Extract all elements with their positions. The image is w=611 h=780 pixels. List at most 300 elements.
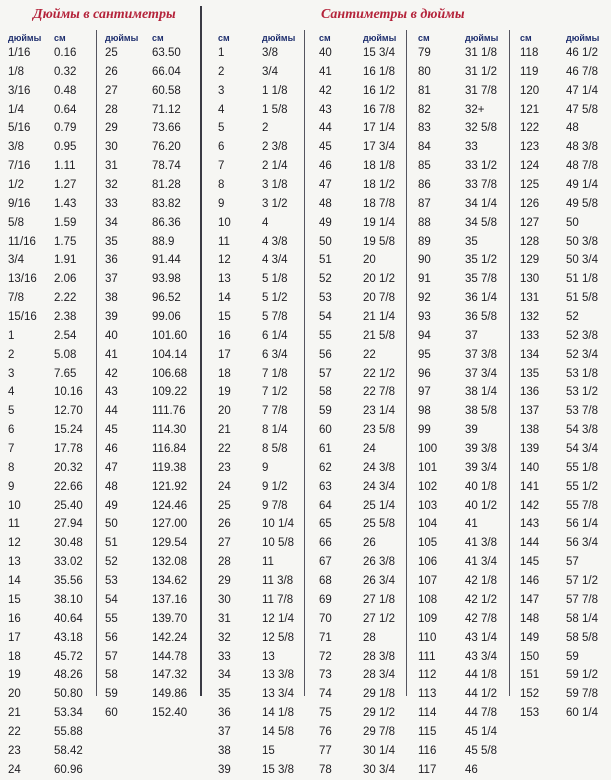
inch-value: 26 [363, 537, 376, 550]
cm-value: 20.32 [54, 461, 83, 474]
cm-value: 11 [218, 235, 230, 248]
inch-value: 2 [8, 348, 15, 361]
cm-value: 93.98 [152, 273, 181, 286]
cm-value: 134.62 [152, 575, 188, 588]
inch-value: 2 1/4 [262, 160, 288, 173]
cm-value: 0.48 [54, 84, 77, 97]
cm-value: 27.94 [54, 518, 83, 531]
cm-value: 10 [218, 216, 231, 229]
cm-value: 115 [418, 725, 437, 738]
cm-value: 119 [520, 65, 539, 78]
inch-value: 9 7/8 [262, 499, 288, 512]
inch-value: 49 [105, 499, 118, 512]
inch-value: 23 [8, 744, 21, 757]
inch-value: 47 [105, 461, 118, 474]
inch-value: 48 [105, 480, 118, 493]
inch-value: 11/16 [8, 235, 36, 248]
inch-value: 20 7/8 [363, 292, 395, 305]
cm-value: 144.78 [152, 650, 188, 663]
inch-value: 14 1/8 [262, 707, 294, 720]
cm-value: 66.04 [152, 65, 181, 78]
cm-value: 43.18 [54, 631, 83, 644]
cm-value: 87 [418, 197, 431, 210]
inch-column-2 [105, 32, 138, 723]
cm-value: 12.70 [54, 405, 83, 418]
cm-value: 102 [418, 480, 438, 493]
inch-value: 2 [262, 122, 269, 135]
cm-column-3 [218, 32, 231, 780]
cm-value: 122 [520, 122, 540, 135]
inch-value: 3/4 [262, 65, 278, 78]
inch-value: 1 [8, 329, 15, 342]
cm-value: 121 [520, 103, 540, 116]
cm-value: 25.40 [54, 499, 83, 512]
cm-value: 136 [520, 386, 540, 399]
inch-value: 53 [105, 575, 118, 588]
inch-value: 54 3/4 [566, 443, 598, 456]
cm-value: 76.20 [152, 141, 181, 154]
inch-value: 59 1/2 [566, 669, 598, 682]
cm-value: 37 [218, 725, 231, 738]
inch-value: 22 [363, 348, 376, 361]
cm-value: 1.91 [54, 254, 77, 267]
inch-value: 45 [105, 424, 118, 437]
cm-value: 114 [418, 707, 437, 720]
column-header-cm: см [418, 33, 430, 43]
cm-value: 101.60 [152, 329, 188, 342]
inch-value: 11 [262, 556, 274, 569]
inch-value: 17 1/4 [363, 122, 395, 135]
cm-value: 109 [418, 612, 438, 625]
inch-value: 15/16 [8, 311, 37, 324]
cm-value: 63.50 [152, 47, 181, 59]
inch-value: 16 1/2 [363, 84, 395, 97]
column-header-inch: дюймы [465, 33, 499, 43]
inch-value: 46 1/2 [566, 47, 598, 59]
inch-value: 34 [105, 216, 118, 229]
inch-value: 40 1/8 [465, 480, 497, 493]
inch-value: 13 3/8 [262, 669, 294, 682]
inch-value: 16 7/8 [363, 103, 395, 116]
inch-value: 59 7/8 [566, 688, 598, 701]
inch-value: 48 3/8 [566, 141, 598, 154]
inch-value: 18 [8, 650, 21, 663]
inch-value: 43 [105, 386, 118, 399]
cm-value: 78.74 [152, 160, 181, 173]
inch-value: 55 7/8 [566, 499, 598, 512]
cm-value: 71.12 [152, 103, 181, 116]
inch-value: 8 1/4 [262, 424, 288, 437]
cm-value: 76 [319, 725, 332, 738]
cm-value: 141 [520, 480, 540, 493]
inch-value: 29 [105, 122, 118, 135]
cm-value: 99 [418, 424, 431, 437]
inch-value: 1 1/8 [262, 84, 288, 97]
inch-value: 60 1/4 [566, 707, 598, 720]
cm-value: 107 [418, 575, 438, 588]
inch-value: 39 [465, 424, 478, 437]
inch-value: 11 [8, 518, 20, 531]
inch-value: 4 [8, 386, 15, 399]
cm-value: 10.16 [54, 386, 83, 399]
inch-value: 46 7/8 [566, 65, 598, 78]
inch-value: 13 3/4 [262, 688, 294, 701]
inch-value: 44 1/8 [465, 669, 497, 682]
cm-value: 120 [520, 84, 540, 97]
cm-value: 99.06 [152, 311, 181, 324]
cm-value: 129 [520, 254, 540, 267]
inch-column-5 [465, 32, 498, 780]
cm-column-5 [418, 32, 437, 780]
inch-value: 45 5/8 [465, 744, 497, 757]
inch-value: 52 3/8 [566, 329, 598, 342]
inch-value: 19 [8, 669, 21, 682]
cm-value: 131 [520, 292, 540, 305]
cm-value: 75 [319, 707, 332, 720]
inch-value: 22 1/2 [363, 367, 395, 380]
cm-value: 32 [218, 631, 231, 644]
cm-value: 40.64 [54, 612, 83, 625]
inch-value: 43 1/4 [465, 631, 497, 644]
cm-value: 52 [319, 273, 332, 286]
cm-value: 0.95 [54, 141, 77, 154]
inch-value: 58 5/8 [566, 631, 598, 644]
inch-value: 10 1/4 [262, 518, 294, 531]
inch-value: 7/8 [8, 292, 24, 305]
inch-value: 33 [105, 197, 118, 210]
cm-value: 112 [418, 669, 437, 682]
inch-value: 58 [105, 669, 118, 682]
inch-value: 55 [105, 612, 118, 625]
inch-value: 5/16 [8, 122, 31, 135]
cm-value: 93 [418, 311, 431, 324]
title-cm-to-inches: Сантиметры в дюймы [321, 7, 465, 22]
inch-value: 19 1/4 [363, 216, 395, 229]
cm-value: 2.38 [54, 311, 77, 324]
inch-value: 28 [363, 631, 376, 644]
inch-value: 28 [105, 103, 118, 116]
cm-value: 114.30 [152, 424, 187, 437]
cm-value: 138 [520, 424, 540, 437]
inch-value: 50 [105, 518, 118, 531]
inch-value: 53 1/2 [566, 386, 598, 399]
inch-value: 5 1/2 [262, 292, 288, 305]
inch-value: 3/8 [8, 141, 24, 154]
inch-value: 35 [465, 235, 478, 248]
cm-value: 78 [319, 763, 332, 776]
inch-value: 15 3/8 [262, 763, 294, 776]
inch-value: 26 3/8 [363, 556, 395, 569]
cm-value: 16 [218, 329, 231, 342]
inch-value: 52 3/4 [566, 348, 598, 361]
column-header-inch: дюймы [262, 33, 296, 43]
cm-value: 117 [418, 763, 437, 776]
inch-value: 24 [8, 763, 21, 776]
column-divider [96, 30, 97, 696]
cm-value: 129.54 [152, 537, 188, 550]
inch-value: 56 1/4 [566, 518, 598, 531]
cm-value: 22.66 [54, 480, 83, 493]
cm-value: 125 [520, 179, 540, 192]
cm-value: 61 [319, 443, 332, 456]
inch-value: 7/16 [8, 160, 31, 173]
cm-value: 82 [418, 103, 431, 116]
inch-value: 21 5/8 [363, 329, 395, 342]
cm-value: 55 [319, 329, 332, 342]
inch-value: 51 1/8 [566, 273, 598, 286]
inch-value: 46 [465, 763, 478, 776]
inch-value: 18 1/8 [363, 160, 395, 173]
cm-value: 7 [218, 160, 225, 173]
cm-value: 3 [218, 84, 225, 97]
cm-value: 105 [418, 537, 438, 550]
cm-value: 74 [319, 688, 332, 701]
inch-value: 7 1/2 [262, 386, 288, 399]
cm-value: 139 [520, 443, 540, 456]
cm-value: 63 [319, 480, 332, 493]
cm-column-2 [152, 32, 187, 723]
column-header-inch: дюймы [8, 33, 42, 43]
cm-value: 65 [319, 518, 332, 531]
cm-value: 12 [218, 254, 231, 267]
cm-value: 38.10 [54, 593, 83, 606]
cm-value: 111 [418, 650, 436, 663]
inch-value: 30 1/4 [363, 744, 395, 757]
cm-value: 90 [418, 254, 431, 267]
cm-value: 36 [218, 707, 231, 720]
inch-value: 32+ [465, 103, 485, 116]
cm-value: 69 [319, 593, 332, 606]
cm-value: 81.28 [152, 179, 181, 192]
inch-column-3 [262, 32, 295, 780]
cm-value: 6 [218, 141, 225, 154]
inch-value: 48 [566, 122, 579, 135]
column-header-cm: см [319, 33, 331, 43]
cm-value: 17.78 [54, 443, 83, 456]
cm-value: 55.88 [54, 725, 83, 738]
cm-value: 22 [218, 443, 231, 456]
cm-value: 106.68 [152, 367, 188, 380]
inch-value: 46 [105, 443, 118, 456]
inch-value: 32 [105, 179, 118, 192]
inch-value: 29 7/8 [363, 725, 395, 738]
inch-value: 18 7/8 [363, 197, 395, 210]
inch-value: 25 1/4 [363, 499, 395, 512]
cm-value: 17 [218, 348, 231, 361]
inch-value: 17 [8, 631, 21, 644]
cm-value: 130 [520, 273, 540, 286]
cm-value: 58 [319, 386, 332, 399]
cm-value: 48.26 [54, 669, 83, 682]
inch-value: 4 3/4 [262, 254, 288, 267]
inch-value: 35 [105, 235, 118, 248]
cm-value: 147.32 [152, 669, 188, 682]
inch-value: 41 [465, 518, 478, 531]
inch-value: 1/2 [8, 179, 24, 192]
inch-value: 9/16 [8, 197, 31, 210]
cm-value: 96.52 [152, 292, 181, 305]
cm-value: 19 [218, 386, 231, 399]
inch-value: 30 3/4 [363, 763, 395, 776]
column-header-cm: см [152, 33, 164, 43]
cm-value: 106 [418, 556, 438, 569]
cm-value: 89 [418, 235, 431, 248]
inch-value: 12 [8, 537, 21, 550]
inch-value: 50 3/4 [566, 254, 598, 267]
inch-value: 1 5/8 [262, 103, 288, 116]
inch-value: 3/8 [262, 47, 278, 59]
inch-value: 9 [8, 480, 15, 493]
inch-value: 23 1/4 [363, 405, 395, 418]
inch-value: 22 [8, 725, 21, 738]
inch-value: 11 3/8 [262, 575, 294, 588]
inch-value: 31 7/8 [465, 84, 497, 97]
column-header-inch: дюймы [363, 33, 397, 43]
inch-value: 5/8 [8, 216, 24, 229]
cm-value: 77 [319, 744, 332, 757]
cm-value: 35 [218, 688, 231, 701]
inch-value: 47 1/4 [566, 84, 598, 97]
cm-value: 54 [319, 311, 332, 324]
title-inches-to-cm: Дюймы в сантиметры [33, 7, 176, 22]
cm-value: 62 [319, 461, 332, 474]
cm-value: 97 [418, 386, 431, 399]
inch-value: 51 5/8 [566, 292, 598, 305]
inch-value: 15 [8, 593, 21, 606]
cm-value: 134 [520, 348, 540, 361]
inch-value: 20 [363, 254, 376, 267]
cm-value: 33.02 [54, 556, 83, 569]
inch-value: 13 [262, 650, 275, 663]
column-header-cm: см [520, 33, 532, 43]
cm-value: 132.08 [152, 556, 188, 569]
inch-value: 25 5/8 [363, 518, 395, 531]
cm-value: 13 [218, 273, 231, 286]
inch-value: 35 1/2 [465, 254, 497, 267]
cm-value: 50.80 [54, 688, 83, 701]
cm-value: 127 [520, 216, 540, 229]
cm-value: 45.72 [54, 650, 83, 663]
inch-value: 38 1/4 [465, 386, 497, 399]
inch-value: 12 1/4 [262, 612, 294, 625]
cm-value: 124.46 [152, 499, 188, 512]
cm-value: 149 [520, 631, 540, 644]
inch-value: 3 1/8 [262, 179, 288, 192]
inch-value: 13/16 [8, 273, 37, 286]
cm-value: 139.70 [152, 612, 188, 625]
cm-value: 83.82 [152, 197, 181, 210]
cm-value: 64 [319, 499, 332, 512]
cm-value: 116 [418, 744, 437, 757]
cm-value: 88.9 [152, 235, 175, 248]
cm-value: 14 [218, 292, 231, 305]
inch-value: 53 1/8 [566, 367, 598, 380]
cm-value: 79 [418, 47, 431, 59]
inch-value: 49 5/8 [566, 197, 598, 210]
inch-value: 37 3/8 [465, 348, 497, 361]
inch-value: 60 [105, 707, 118, 720]
cm-value: 43 [319, 103, 332, 116]
cm-value: 1.27 [54, 179, 77, 192]
inch-value: 3/16 [8, 84, 31, 97]
cm-value: 39 [218, 763, 231, 776]
cm-value: 0.32 [54, 65, 77, 78]
cm-value: 46 [319, 160, 332, 173]
inch-value: 3 [8, 367, 15, 380]
cm-value: 145 [520, 556, 540, 569]
inch-column-4 [363, 32, 396, 780]
inch-value: 5 [8, 405, 15, 418]
cm-value: 9 [218, 197, 225, 210]
cm-value: 57 [319, 367, 332, 380]
inch-value: 5 1/8 [262, 273, 288, 286]
inch-value: 2 3/8 [262, 141, 288, 154]
inch-value: 11 7/8 [262, 593, 294, 606]
cm-value: 110 [418, 631, 437, 644]
cm-value: 2.06 [54, 273, 77, 286]
inch-value: 14 [8, 575, 21, 588]
inch-value: 24 3/4 [363, 480, 395, 493]
cm-value: 1.11 [54, 160, 76, 173]
cm-value: 151 [520, 669, 540, 682]
inch-value: 7 7/8 [262, 405, 288, 418]
cm-value: 60.96 [54, 763, 83, 776]
inch-value: 58 1/4 [566, 612, 598, 625]
cm-value: 98 [418, 405, 431, 418]
inch-value: 18 1/2 [363, 179, 395, 192]
cm-value: 47 [319, 179, 332, 192]
cm-value: 0.79 [54, 122, 77, 135]
inch-value: 40 1/2 [465, 499, 497, 512]
cm-value: 15 [218, 311, 231, 324]
cm-value: 73.66 [152, 122, 181, 135]
cm-value: 23 [218, 461, 231, 474]
inch-value: 43 3/4 [465, 650, 497, 663]
cm-value: 21 [218, 424, 231, 437]
inch-value: 15 3/4 [363, 47, 395, 59]
cm-column-4 [319, 32, 332, 780]
cm-value: 124 [520, 160, 540, 173]
inch-value: 5 7/8 [262, 311, 288, 324]
cm-value: 153 [520, 707, 540, 720]
cm-value: 15.24 [54, 424, 83, 437]
inch-value: 39 3/8 [465, 443, 497, 456]
cm-value: 1 [218, 47, 225, 59]
cm-value: 72 [319, 650, 332, 663]
cm-value: 133 [520, 329, 540, 342]
inch-value: 57 [566, 556, 579, 569]
inch-value: 23 5/8 [363, 424, 395, 437]
inch-value: 17 3/4 [363, 141, 395, 154]
inch-value: 1/4 [8, 103, 24, 116]
inch-value: 50 [566, 216, 579, 229]
inch-value: 53 7/8 [566, 405, 598, 418]
cm-value: 35.56 [54, 575, 83, 588]
inch-value: 24 3/8 [363, 461, 395, 474]
inch-value: 40 [105, 329, 118, 342]
cm-value: 1.43 [54, 197, 77, 210]
cm-value: 1.75 [54, 235, 77, 248]
cm-value: 45 [319, 141, 332, 154]
inch-value: 24 [363, 443, 376, 456]
cm-value: 2.54 [54, 329, 77, 342]
cm-value: 7.65 [54, 367, 77, 380]
inch-value: 3/4 [8, 254, 24, 267]
inch-value: 33 [465, 141, 478, 154]
cm-value: 48 [319, 197, 332, 210]
cm-value: 44 [319, 122, 332, 135]
inch-value: 4 3/8 [262, 235, 288, 248]
